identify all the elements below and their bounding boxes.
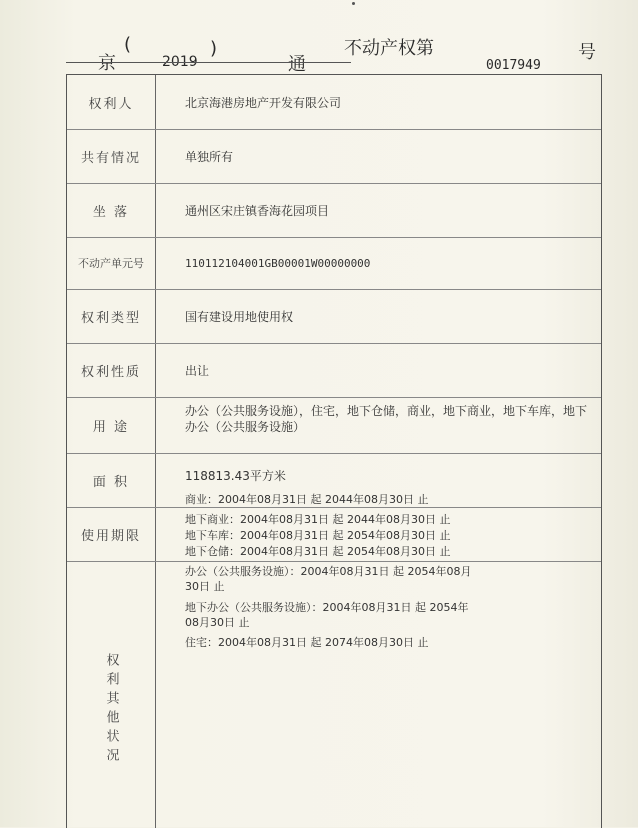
value-co-ownership: 单独所有 (185, 149, 234, 164)
row-co-ownership (67, 129, 601, 184)
header-cert-label: 不动产权第 (344, 38, 434, 59)
label-area: 面 积 (92, 474, 130, 490)
property-table (66, 74, 602, 828)
header-year: 2019 (162, 54, 198, 70)
label-right-type: 权利类型 (80, 310, 141, 326)
label-location: 坐 落 (92, 204, 130, 220)
term-line: 30日 止 (185, 580, 225, 593)
header-paren-left: ( (124, 34, 132, 55)
value-location: 通州区宋庄镇香海花园项目 (185, 203, 330, 218)
header-cert-number: 0017949 (486, 58, 541, 73)
value-area: 118813.43平方米 (185, 469, 286, 483)
row-unit-number (67, 237, 601, 290)
label-co-ownership: 共有情况 (80, 150, 141, 166)
row-usage (67, 397, 601, 454)
term-line: 地下办公（公共服务设施）：2004年08月31日 起 2054年 (185, 601, 469, 614)
term-line: 商业：2004年08月31日 起 2044年08月30日 止 (185, 493, 429, 506)
ink-dot (352, 2, 355, 5)
row-location (67, 183, 601, 238)
term-line: 地下车库：2004年08月31日 起 2054年08月30日 止 (185, 529, 451, 542)
row-owner (67, 75, 601, 130)
label-right-nature: 权利性质 (80, 364, 141, 380)
term-line: 08月30日 止 (185, 616, 250, 629)
row-right-nature (67, 343, 601, 398)
term-line: 地下商业：2004年08月31日 起 2044年08月30日 止 (185, 513, 451, 526)
header-hao: 号 (578, 42, 596, 63)
header-city: 京 (98, 53, 116, 74)
value-unit-number: 110112104001GB00001W00000000 (185, 256, 371, 270)
term-line: 办公（公共服务设施）：2004年08月31日 起 2054年08月 (185, 565, 472, 578)
value-owner: 北京海港房地产开发有限公司 (185, 95, 342, 110)
header-suffix: 通 (288, 54, 306, 75)
value-right-nature: 出让 (185, 363, 210, 378)
label-usage: 用 途 (92, 419, 130, 435)
label-unit-number: 不动产单元号 (78, 257, 144, 270)
row-right-type (67, 289, 601, 344)
label-owner: 权利人 (88, 96, 134, 112)
header-underline-left (66, 62, 351, 63)
value-usage: 办公（公共服务设施），住宅，地下仓储，商业，地下商业，地下车库，地下办公（公共服务设施） (185, 404, 588, 434)
term-line: 地下仓储：2004年08月31日 起 2054年08月30日 止 (185, 545, 451, 558)
value-right-type: 国有建设用地使用权 (185, 309, 294, 324)
label-other-status: 权利其他状况 (103, 653, 119, 767)
label-other-status-wrap (67, 653, 155, 767)
header-paren-right: ) (210, 38, 218, 59)
label-usage-period: 使用期限 (80, 528, 141, 544)
term-line: 住宅：2004年08月31日 起 2074年08月30日 止 (185, 636, 429, 649)
